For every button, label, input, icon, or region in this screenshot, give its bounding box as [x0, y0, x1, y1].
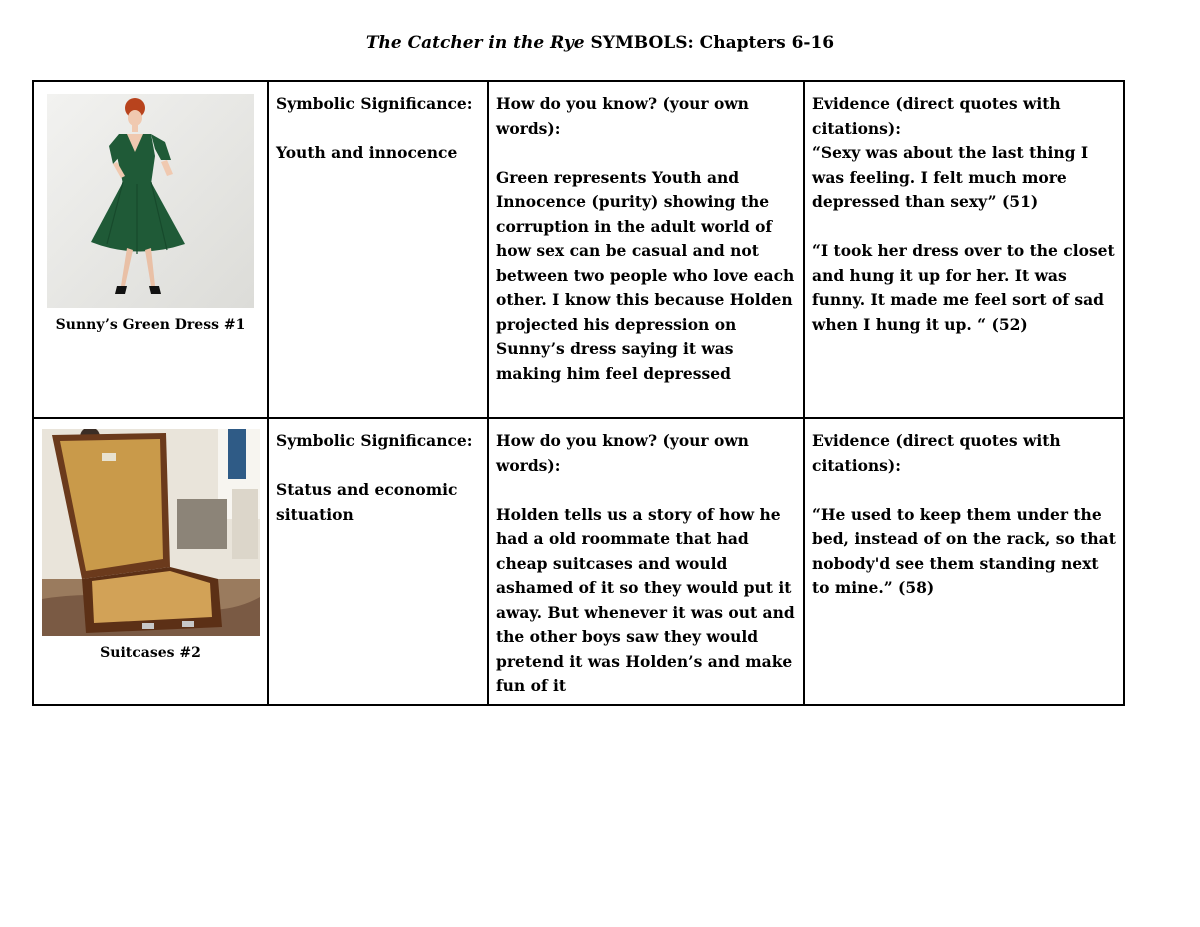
evidence-quote: “Sexy was about the last thing I was feeling. I felt much more depressed than sexy” (51) — [812, 143, 1089, 211]
symbolic-significance-cell — [268, 81, 488, 418]
evidence-label: Evidence (direct quotes with citations): — [812, 431, 1061, 475]
table-row — [33, 81, 1124, 418]
how-do-you-know-cell — [488, 81, 804, 418]
book-title: The Catcher in the Rye — [365, 33, 585, 53]
symbolic-label: Symbolic Significance: — [276, 431, 473, 450]
how-label: How do you know? (your own words): — [496, 431, 749, 475]
how-text: Holden tells us a story of how he had a old roommate that had cheap suitcases and would ashamed of it so they would put it away. But whenever it was out and the other boys saw they would pretend it was Holden’s and make fun of it — [496, 504, 795, 695]
evidence-cell — [804, 418, 1124, 705]
evidence-quote: “I took her dress over to the closet and hung it up for her. It was funny. It made me feel sort of sad when I hung it up. “ (52) — [812, 241, 1115, 334]
how-do-you-know-cell — [488, 418, 804, 705]
symbol-caption: Sunny’s Green Dress #1 — [55, 317, 246, 333]
symbolic-value: Youth and innocence — [276, 143, 458, 162]
how-text: Green represents Youth and Innocence (purity) showing the corruption in the adult world of how sex can be casual and not between two people who love each other. I know this because Holden projected his depression on Sunny’s dress saying it was making him feel depressed — [496, 167, 795, 383]
symbolic-label: Symbolic Significance: — [276, 94, 473, 113]
symbolic-significance-cell — [268, 418, 488, 705]
title-rest: SYMBOLS: Chapters 6-16 — [590, 33, 835, 53]
suitcase-photo — [42, 429, 260, 636]
symbol-caption: Suitcases #2 — [100, 645, 201, 661]
how-label: How do you know? (your own words): — [496, 94, 749, 138]
page-title — [0, 33, 1200, 53]
symbols-table — [32, 80, 1125, 706]
evidence-quote: “He used to keep them under the bed, instead of on the rack, so that nobody'd see them standing next to mine.” (58) — [812, 504, 1116, 597]
symbolic-value: Status and economic situation — [276, 480, 458, 524]
symbol-image-cell — [33, 418, 268, 705]
evidence-label: Evidence (direct quotes with citations): — [812, 94, 1061, 138]
symbol-image-cell — [33, 81, 268, 418]
green-dress-photo — [47, 94, 254, 308]
table-row — [33, 418, 1124, 705]
evidence-cell — [804, 81, 1124, 418]
